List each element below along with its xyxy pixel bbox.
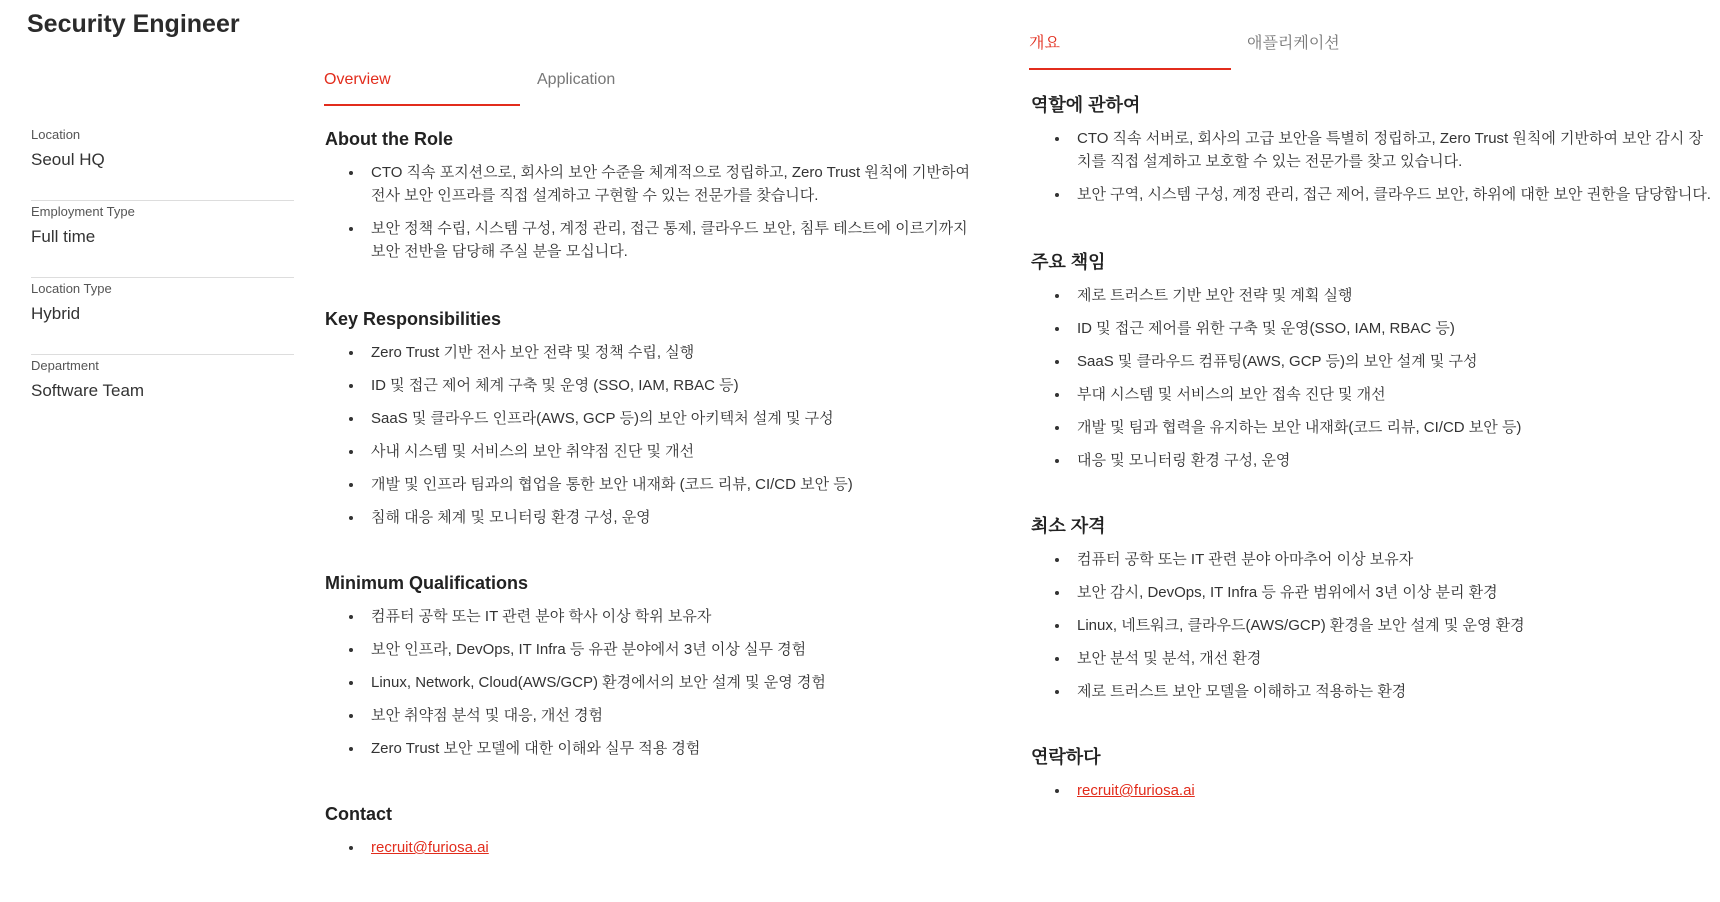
section-contact-ko	[1031, 745, 1711, 802]
section-qualifications-ko	[1031, 514, 1711, 703]
meta-location-type	[31, 279, 294, 355]
list-item: 보안 정책 수립, 시스템 구성, 계정 관리, 접근 통제, 클라우드 보안, 침투 테스트에 이르기까지 보안 전반을 담당해 주실 분을 모십니다.	[347, 217, 985, 263]
bullet-list	[325, 836, 985, 859]
list-item: 부대 시스템 및 서비스의 보안 접속 진단 및 개선	[1053, 383, 1711, 406]
section-heading: Minimum Qualifications	[325, 573, 529, 593]
bullet-list	[1031, 284, 1711, 472]
list-item: 개발 및 팀과 협력을 유지하는 보안 내재화(코드 리뷰, CI/CD 보안 등)	[1053, 416, 1711, 439]
section-heading: Key Responsibilities	[325, 309, 502, 329]
list-item	[347, 836, 985, 859]
list-item: Linux, 네트워크, 클라우드(AWS/GCP) 환경을 보안 설계 및 운영 환경	[1053, 614, 1711, 637]
meta-value: Seoul HQ	[31, 150, 105, 169]
section-heading: Contact	[325, 804, 392, 824]
list-item: 보안 취약점 분석 및 대응, 개선 경험	[347, 704, 985, 727]
bullet-list	[325, 605, 985, 760]
bullet-list	[1031, 548, 1711, 703]
job-meta-panel	[31, 125, 294, 433]
contact-email-link[interactable]: recruit@furiosa.ai	[371, 839, 489, 856]
list-item: 제로 트러스트 보안 모델을 이해하고 적용하는 환경	[1053, 680, 1711, 703]
list-item: 컴퓨터 공학 또는 IT 관련 분야 학사 이상 학위 보유자	[347, 605, 985, 628]
list-item: 컴퓨터 공학 또는 IT 관련 분야 아마추어 이상 보유자	[1053, 548, 1711, 571]
bullet-list	[1031, 779, 1711, 802]
section-heading: 최소 자격	[1031, 516, 1106, 536]
list-item: 보안 감시, DevOps, IT Infra 등 유관 범위에서 3년 이상 분리 환경	[1053, 581, 1711, 604]
meta-label: Department	[31, 358, 99, 373]
meta-label: Location	[31, 127, 81, 142]
meta-department	[31, 356, 294, 432]
page-title: Security Engineer	[27, 10, 240, 38]
meta-value: Hybrid	[31, 304, 81, 323]
section-heading: 역할에 관하여	[1031, 95, 1141, 115]
bullet-list	[325, 161, 985, 263]
meta-label: Location Type	[31, 281, 112, 296]
meta-location	[31, 125, 294, 201]
contact-email-link[interactable]: recruit@furiosa.ai	[1077, 782, 1195, 799]
bullet-list	[325, 341, 985, 529]
list-item: CTO 직속 서버로, 회사의 고급 보안을 특별히 정립하고, Zero Trust 원칙에 기반하여 보안 감시 장치를 직접 설계하고 보호할 수 있는 전문가를 찾고 있습니다.	[1053, 127, 1711, 173]
section-heading: 연락하다	[1031, 747, 1101, 767]
bullet-list	[1031, 127, 1711, 206]
list-item: Zero Trust 보안 모델에 대한 이해와 실무 적용 경험	[347, 737, 985, 760]
section-about	[325, 127, 985, 263]
list-item: 사내 시스템 및 서비스의 보안 취약점 진단 및 개선	[347, 440, 985, 463]
list-item: 보안 인프라, DevOps, IT Infra 등 유관 분야에서 3년 이상 실무 경험	[347, 638, 985, 661]
list-item: ID 및 접근 제어 체계 구축 및 운영 (SSO, IAM, RBAC 등)	[347, 374, 985, 397]
meta-label: Employment Type	[31, 204, 135, 219]
list-item: CTO 직속 포지션으로, 회사의 보안 수준을 체계적으로 정립하고, Zero Trust 원칙에 기반하여 전사 보안 인프라를 직접 설계하고 구현할 수 있는 전문가를 찾습니다.	[347, 161, 985, 207]
list-item: Zero Trust 기반 전사 보안 전략 및 정책 수립, 실행	[347, 341, 985, 364]
list-item: SaaS 및 클라우드 인프라(AWS, GCP 등)의 보안 아키텍처 설계 및 구성	[347, 407, 985, 430]
job-description-english	[325, 127, 985, 869]
tab-application-ko[interactable]: 애플리케이션	[1247, 35, 1340, 52]
list-item: SaaS 및 클라우드 컴퓨팅(AWS, GCP 등)의 보안 설계 및 구성	[1053, 350, 1711, 373]
tab-bar-korean	[1029, 34, 1340, 70]
tab-bar-english	[324, 70, 615, 106]
section-responsibilities-ko	[1031, 250, 1711, 472]
tab-application[interactable]: Application	[537, 71, 616, 88]
job-description-korean	[1031, 93, 1711, 812]
section-contact	[325, 802, 985, 859]
list-item: 보안 구역, 시스템 구성, 계정 관리, 접근 제어, 클라우드 보안, 하위에 대한 보안 권한을 담당합니다.	[1053, 183, 1711, 206]
section-qualifications	[325, 571, 985, 760]
meta-employment-type	[31, 202, 294, 278]
list-item: 침해 대응 체계 및 모니터링 환경 구성, 운영	[347, 506, 985, 529]
list-item: Linux, Network, Cloud(AWS/GCP) 환경에서의 보안 설계 및 운영 경험	[347, 671, 985, 694]
meta-value: Full time	[31, 227, 96, 246]
list-item	[1053, 779, 1711, 802]
section-heading: About the Role	[325, 129, 453, 149]
section-about-ko	[1031, 93, 1711, 206]
list-item: 보안 분석 및 분석, 개선 환경	[1053, 647, 1711, 670]
tab-overview-ko[interactable]: 개요	[1029, 34, 1231, 70]
section-responsibilities	[325, 307, 985, 529]
section-heading: 주요 책임	[1031, 252, 1106, 272]
list-item: 제로 트러스트 기반 보안 전략 및 계획 실행	[1053, 284, 1711, 307]
tab-overview[interactable]: Overview	[324, 70, 520, 106]
list-item: 대응 및 모니터링 환경 구성, 운영	[1053, 449, 1711, 472]
list-item: 개발 및 인프라 팀과의 협업을 통한 보안 내재화 (코드 리뷰, CI/CD 보안 등)	[347, 473, 985, 496]
meta-value: Software Team	[31, 381, 145, 400]
list-item: ID 및 접근 제어를 위한 구축 및 운영(SSO, IAM, RBAC 등)	[1053, 317, 1711, 340]
